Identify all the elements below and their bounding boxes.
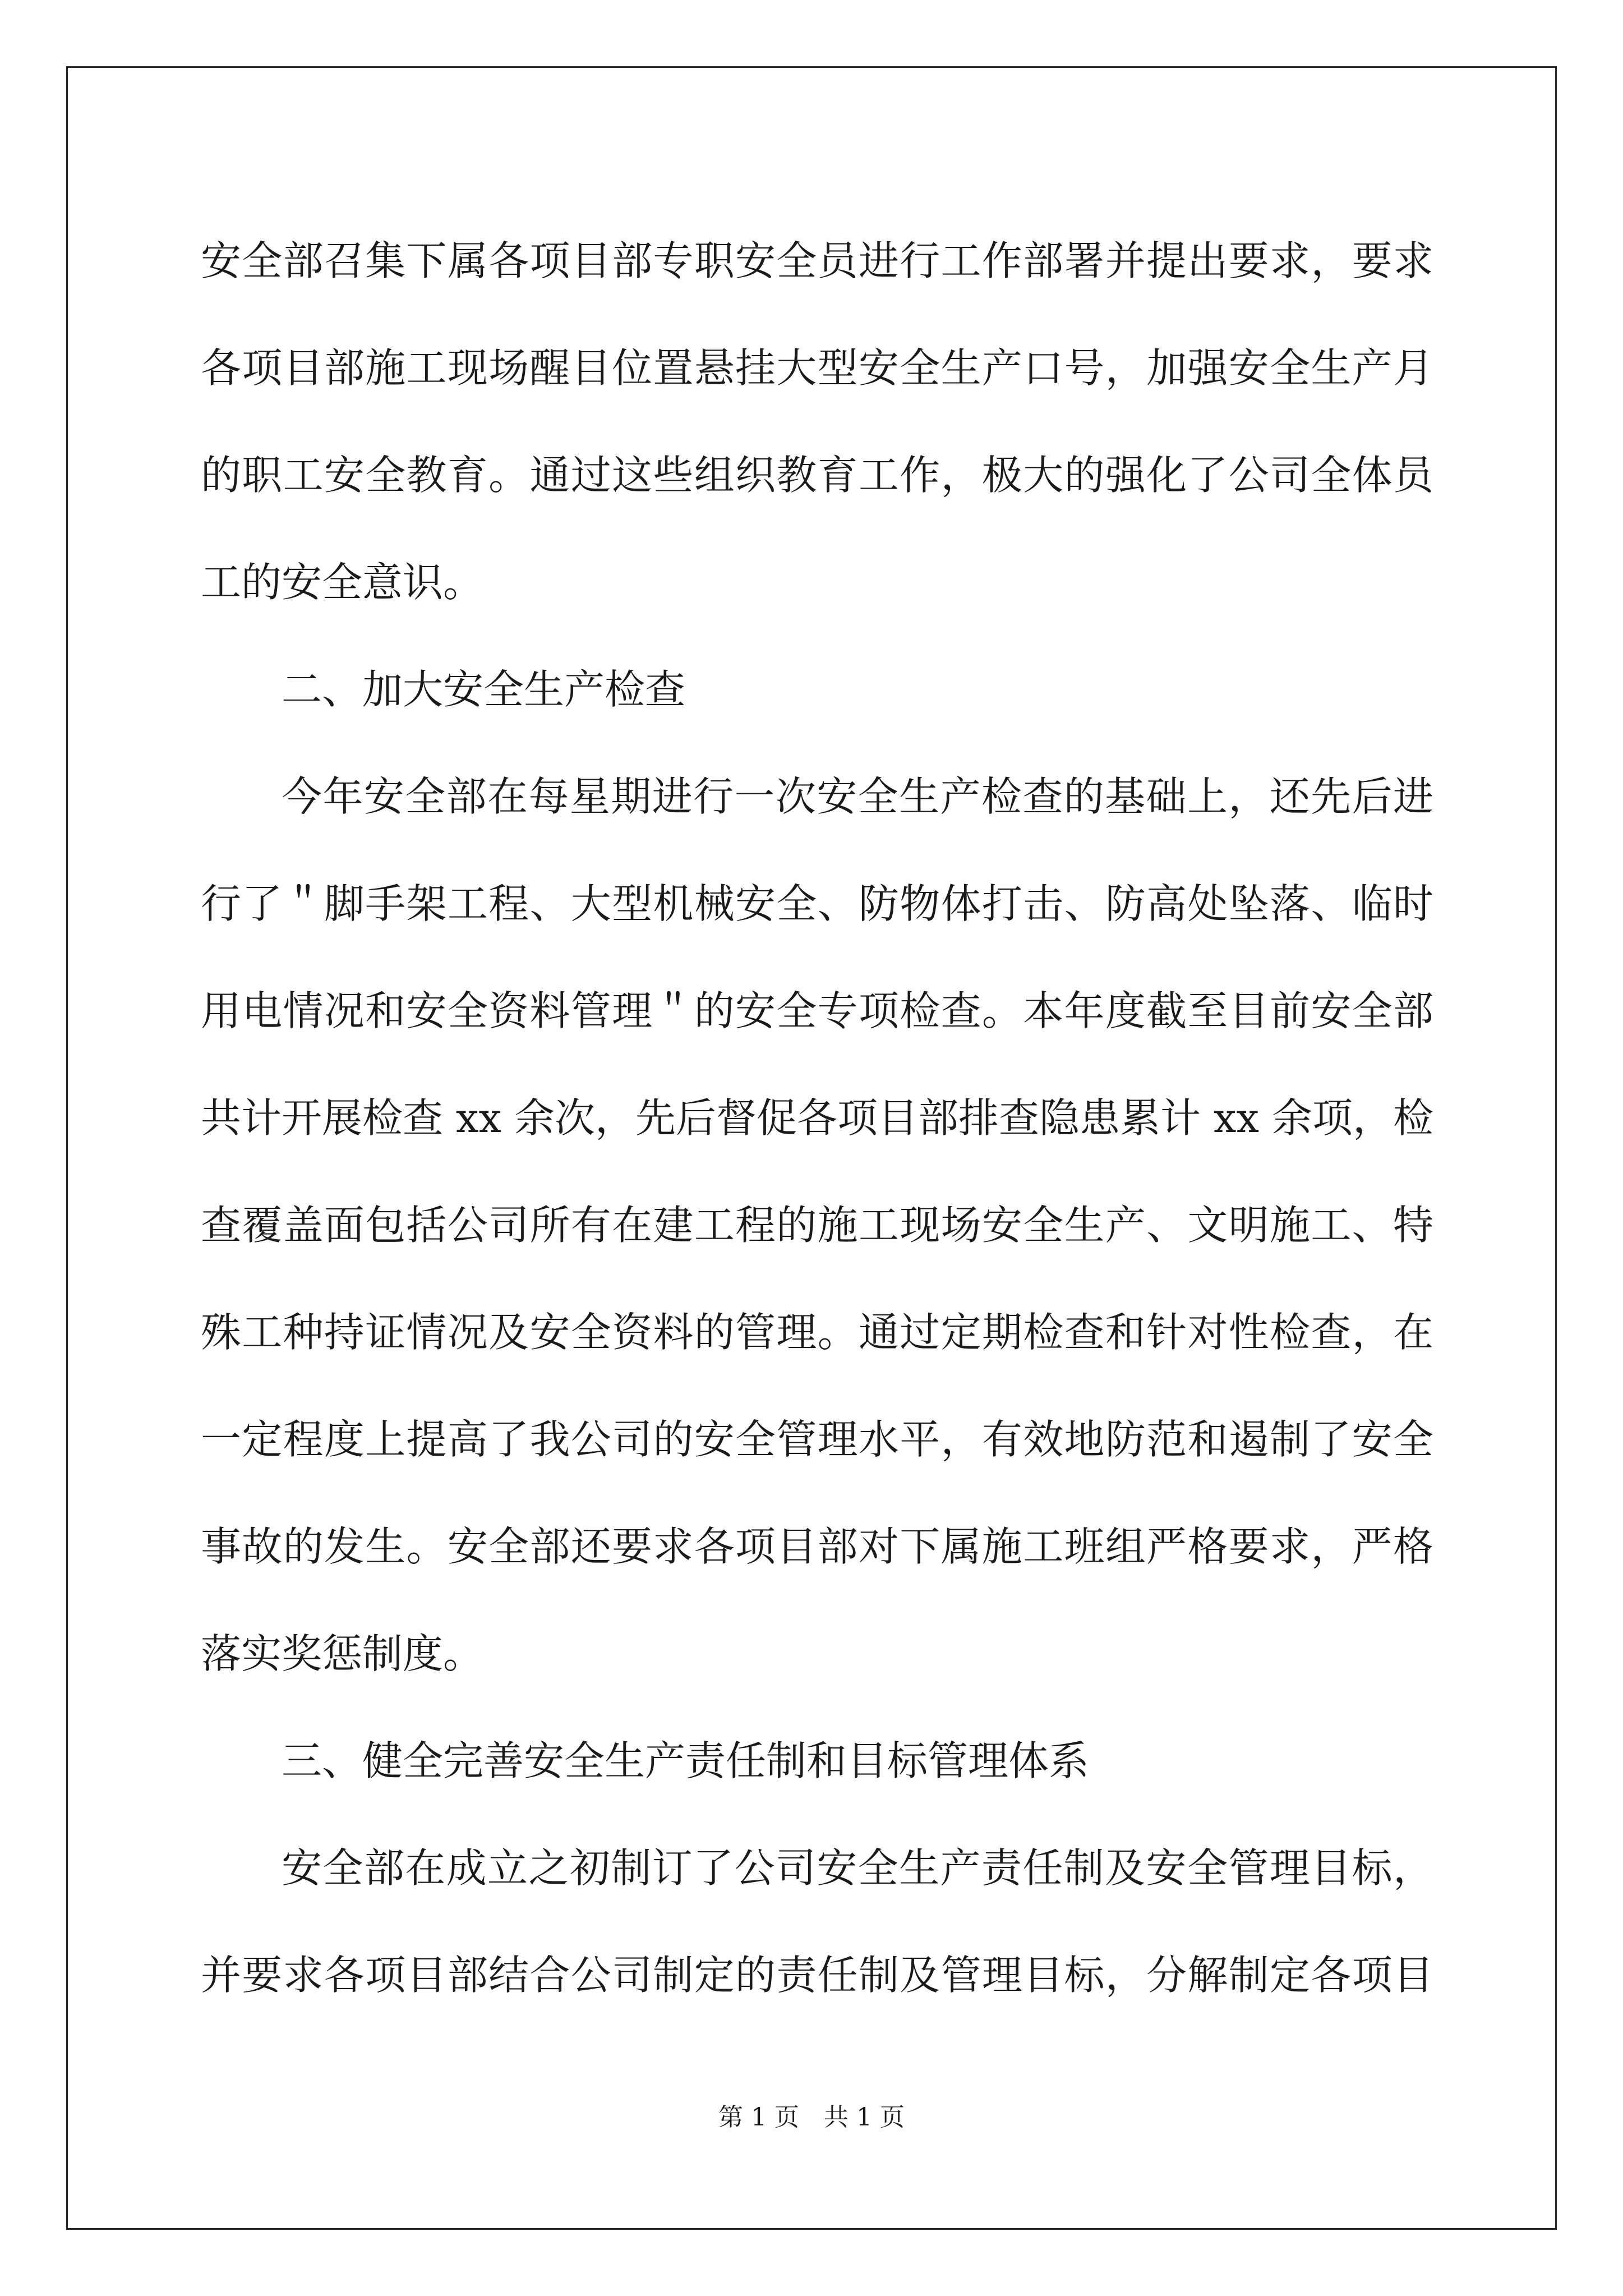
section-heading: 三、健全完善安全生产责任制和目标管理体系 [282,1737,1090,1784]
text-line: 殊工种持证情况及安全资料的管理。通过定期检查和针对性检查，在 [201,1309,1433,1356]
paragraph-first-line: 安全部在成立之初制订了公司安全生产责任制及安全管理目标， [282,1844,1433,1892]
paragraph-first-line: 今年安全部在每星期进行一次安全生产检查的基础上，还先后进 [282,773,1433,820]
text-line: 落实奖惩制度。 [201,1630,484,1677]
text-line: 工的安全意识。 [201,559,484,606]
section-heading: 二、加大安全生产检查 [282,666,686,713]
page-footer: 第 1 页 共 1 页 [718,2103,905,2132]
text-line: 各项目部施工现场醒目位置悬挂大型安全生产口号，加强安全生产月 [201,344,1433,392]
text-line: 用电情况和安全资料管理＂的安全专项检查。本年度截至目前安全部 [201,987,1433,1034]
text-line: 安全部召集下属各项目部专职安全员进行工作部署并提出要求，要求 [201,237,1433,284]
text-line: 行了＂脚手架工程、大型机械安全、防物体打击、防高处坠落、临时 [201,880,1433,927]
text-line: 并要求各项目部结合公司制定的责任制及管理目标，分解制定各项目 [201,1952,1433,1999]
text-line: 查覆盖面包括公司所有在建工程的施工现场安全生产、文明施工、特 [201,1202,1433,1249]
text-line: 共计开展检查 xx 余次，先后督促各项目部排查隐患累计 xx 余项，检 [201,1094,1433,1142]
text-line: 事故的发生。安全部还要求各项目部对下属施工班组严格要求，严格 [201,1523,1433,1570]
document-body [201,208,1433,2029]
text-line: 的职工安全教育。通过这些组织教育工作，极大的强化了公司全体员 [201,452,1433,499]
text-line: 一定程度上提高了我公司的安全管理水平，有效地防范和遏制了安全 [201,1416,1433,1463]
